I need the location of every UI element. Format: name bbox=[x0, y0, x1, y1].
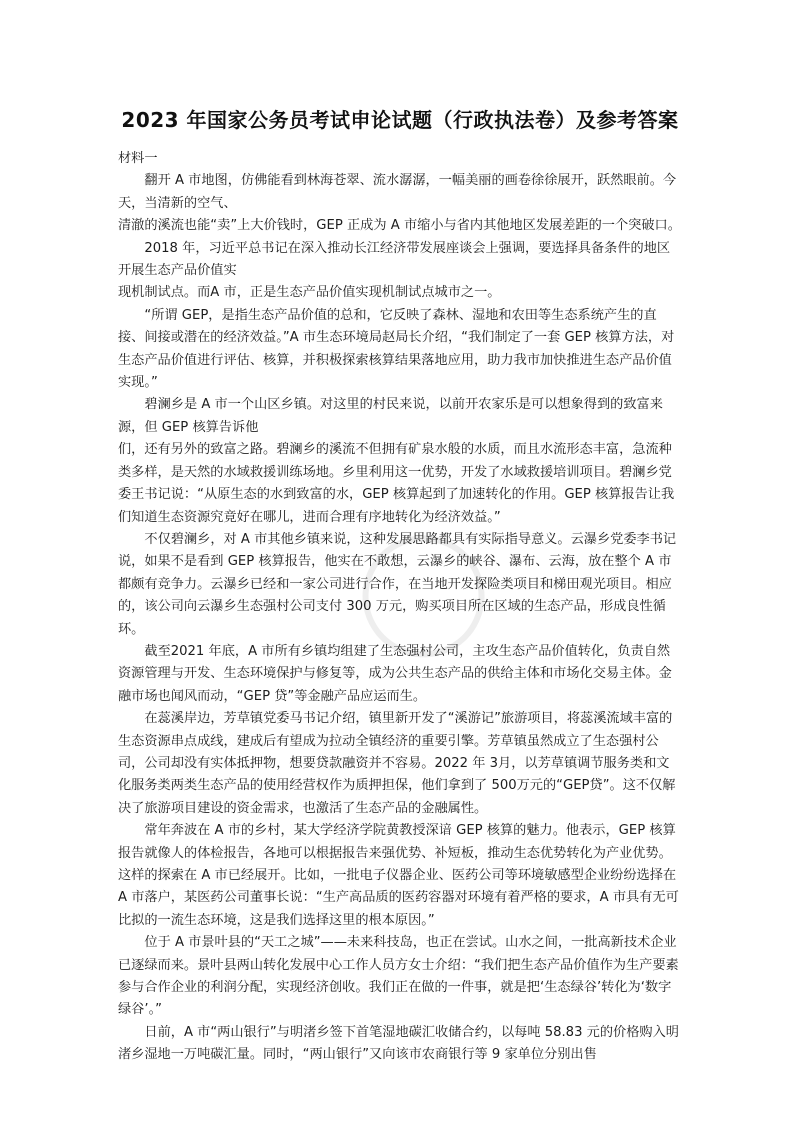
paragraph: 清澈的溪流也能“卖”上大价钱时，GEP 正成为 A 市缩小与省内其他地区发展差距的一个突破口。 bbox=[118, 218, 681, 234]
paragraph: 不仅碧澜乡，对 A 市其他乡镇来说，这种发展思路都具有实际指导意义。云瀑乡党委李书记说，如果不是看到 GEP 核算报告，他实在不敢想，云瀑乡的峡谷、瀑布、云海，放在整个 A 市都颇有竞争力。云瀑乡已经和一家公司进行合作，在当地开发探险类项目和梯田观光项目。相应的，该公司向云瀑乡生态强村公司支付 300 万元，购买项目所在区域的生态产品，形成良性循环。 bbox=[118, 531, 677, 637]
paragraph: 截至2021 年底，A 市所有乡镇均组建了生态强村公司，主攻生态产品价值转化，负责自然资源管理与开发、生态环境保护与修复等，成为公共生态产品的供给主体和市场化交易主体。金融市场也闻风而动，“GEP 贷”等金融产品应运而生。 bbox=[118, 643, 672, 704]
paragraph: 位于 A 市景叶县的“天工之城”——未来科技岛，也正在尝试。山水之间，一批高新技术企业已逐绿而来。景叶县两山转化发展中心工作人员方女士介绍：“我们把生态产品价值作为生产要素参与合作企业的利润分配，实现经济创收。我们正在做的一件事，就是把‘生态绿谷’转化为‘数字绿谷’。” bbox=[118, 935, 679, 1018]
section-heading: 材料一 bbox=[118, 151, 158, 166]
document-title: 2023 年国家公务员考试申论试题（行政执法卷）及参考答案 bbox=[121, 108, 679, 132]
paragraph: 在蕊溪岸边，芳草镇党委马书记介绍，镇里新开发了“溪游记”旅游项目，将蕊溪流域丰富的生态资源串点成线，建成后有望成为拉动全镇经济的重要引擎。芳草镇虽然成立了生态强村公司，公司却没有实体抵押物，想要贷款融资并不容易。2022 年 3月，以芳草镇调节服务类和文化服务类两类生态产品的使用经营权作为质押担保，他们拿到了 500万元的“GEP贷”。这不仅解决了旅游项目建设的资金需求，也激活了生态产品的金融属性。 bbox=[118, 711, 676, 816]
paragraph: 常年奔波在 A 市的乡村，某大学经济学院黄教授深谙 GEP 核算的魅力。他表示，GEP 核算报告就像人的体检报告，各地可以根据报告来强优势、补短板，推动生态优势转化为产业优势。这样的探索在 A 市已经展开。比如，一批电子仪器企业、医药公司等环境敏感型企业纷纷选择在 A 市落户，某医药公司董事长说：“生产高品质的医药容器对环境有着严格的要求，A 市具有无可比拟的一流生态环境，这是我们选择这里的根本原因。” bbox=[118, 823, 679, 928]
paragraph: 日前，A 市“两山银行”与明渚乡签下首笔湿地碳汇收储合约，以每吨 58.83 元的价格购入明渚乡湿地一万吨碳汇量。同时，“两山银行”又向该市农商银行等 9 家单位分别出售 bbox=[118, 1024, 679, 1063]
paragraph: 翻开 A 市地图，仿佛能看到林海苍翠、流水潺潺，一幅美丽的画卷徐徐展开，跃然眼前。今天，当清新的空气、 bbox=[118, 173, 677, 211]
paragraph: 现机制试点。而A 市，正是生态产品价值实现机制试点城市之一。 bbox=[118, 285, 501, 301]
paragraph: 们，还有另外的致富之路。碧澜乡的溪流不但拥有矿泉水般的水质，而且水流形态丰富，急流种类多样，是天然的水域救援训练场地。乡里利用这一优势，开发了水域救援培训项目。碧澜乡党委王书记说：“从原生态的水到致富的水，GEP 核算起到了加速转化的作用。GEP 核算报告让我们知道生态资源究竟好在哪儿，进而合理有序地转化为经济效益。” bbox=[118, 442, 675, 525]
paragraph: 碧澜乡是 A 市一个山区乡镇。对这里的村民来说，以前开农家乐是可以想象得到的致富来源，但 GEP 核算告诉他 bbox=[118, 397, 663, 435]
paragraph: 2018 年，习近平总书记在深入推动长江经济带发展座谈会上强调，要选择具备条件的地区开展生态产品价值实 bbox=[118, 240, 671, 279]
document-body bbox=[118, 148, 682, 1067]
paragraph: “所谓 GEP，是指生态产品价值的总和，它反映了森林、湿地和农田等生态系统产生的直接、间接或潜在的经济效益。”A 市生态环境局赵局长介绍，“我们制定了一套 GEP 核算方法，对生态产品价值进行评估、核算，并积极探索核算结果落地应用，助力我市加快推进生态产品价值实现。” bbox=[118, 307, 675, 391]
